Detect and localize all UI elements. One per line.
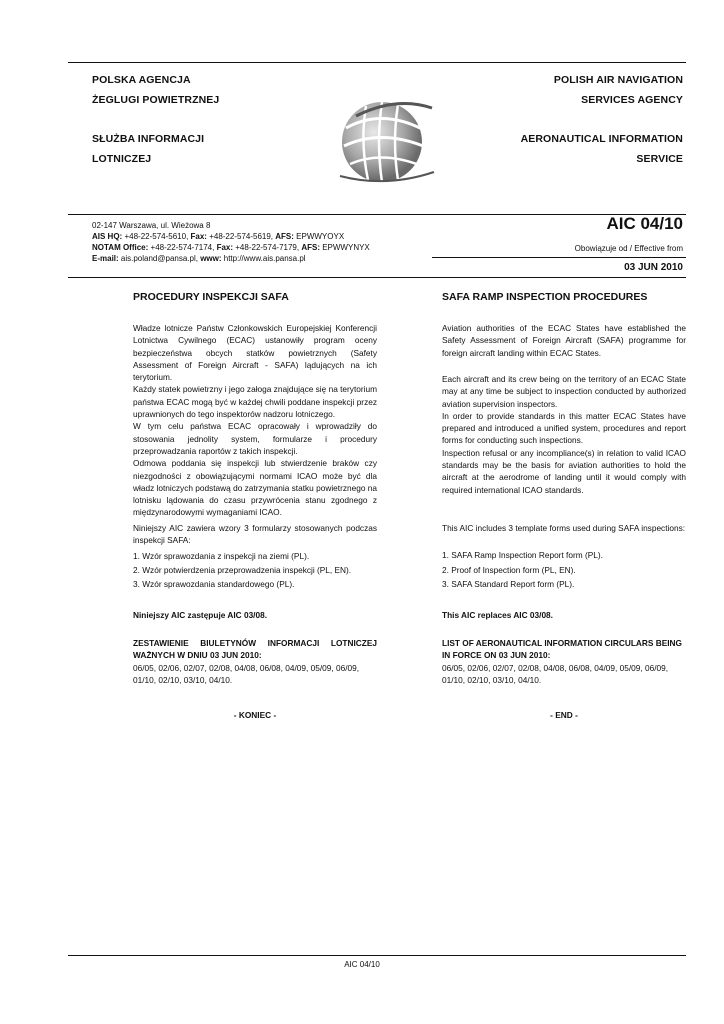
pl-paragraph-3: W tym celu państwa ECAC opracowały i wprowadziły do stosowania jednolity system, formularze i procedury przeprowadzania raportów z takich inspekcji. [133, 421, 377, 456]
address: 02-147 Warszawa, ul. Wieżowa 8 [92, 221, 211, 230]
pl-form-3: 3. Wzór sprawozdania standardowego (PL). [133, 579, 295, 590]
en-list-title: LIST OF AERONAUTICAL INFORMATION CIRCULARS BEING IN FORCE ON 03 JUN 2010: [442, 638, 682, 661]
effective-date: 03 JUN 2010 [624, 262, 683, 273]
en-form-3: 3. SAFA Standard Report form (PL). [442, 578, 575, 589]
service-name-pl-line2: LOTNICZEJ [92, 153, 152, 165]
pl-paragraph-2: Każdy statek powietrzny i jego załoga znajdujące się na terytorium państwa ECAC mogą być w każdej chwili poddane inspekcji przez uprawnionych do tego inspektorów nadzoru lotniczego. [133, 384, 377, 420]
en-end: - END - [550, 710, 578, 720]
fax-label: Fax: [190, 232, 207, 241]
english-column [442, 291, 686, 731]
aic-number: AIC 04/10 [606, 214, 683, 233]
pl-list: 06/05, 02/06, 02/07, 02/08, 04/08, 06/08, 04/09, 05/09, 06/09, 01/10, 02/10, 03/10, 04/10. [133, 662, 360, 685]
agency-name-pl-line2: ŻEGLUGI POWIETRZNEJ [92, 94, 220, 106]
pl-list-block [133, 637, 377, 686]
ais-hq-label: AIS HQ: [92, 232, 123, 241]
service-name-pl [92, 129, 204, 169]
ais-hq-line [92, 231, 370, 242]
agency-name-pl-line1: POLSKA AGENCJA [92, 74, 191, 86]
en-replaces: This AIC replaces AIC 03/08. [442, 610, 553, 620]
en-title: SAFA RAMP INSPECTION PROCEDURES [442, 291, 648, 303]
effective-rule [432, 257, 686, 258]
service-name-en [521, 129, 683, 169]
top-rule [68, 62, 686, 63]
www-label: www: [200, 254, 222, 263]
notam-line [92, 242, 370, 253]
service-name-en-line2: SERVICE [636, 153, 683, 165]
service-name-en-line1: AERONAUTICAL INFORMATION [520, 133, 683, 145]
pl-replaces: Niniejszy AIC zastępuje AIC 03/08. [133, 610, 268, 620]
en-list: 06/05, 02/06, 02/07, 02/08, 04/08, 06/08, 04/09, 05/09, 06/09, 01/10, 02/10, 03/10, 04/10. [442, 662, 669, 685]
notam-afs-label: AFS: [301, 243, 320, 252]
en-paragraph-1: Aviation authorities of the ECAC States have established the Safety Assessment of Foreign Aircraft (SAFA) programme for foreign aircraft landing within ECAC States. [442, 323, 686, 358]
en-list-block [442, 637, 686, 686]
en-paragraph-5: This AIC includes 3 template forms used during SAFA inspections: [442, 523, 686, 533]
website-link[interactable]: http://www.ais.pansa.pl [221, 254, 306, 263]
footer-rule [68, 955, 686, 956]
notam-afs: EPWWYNYX [319, 243, 370, 252]
pl-paragraph-4: Odmowa poddania się inspekcji lub stwierdzenie braków czy niezgodności z obowiązującymi normami ICAO może być dla władz lotniczych podstawą do zatrzymania statku powietrznego na lotnisku lądowania do czasu przywrócenia stanu zgodnego z międzynarodowymi wymaganiami ICAO. [133, 458, 377, 518]
en-form-1: 1. SAFA Ramp Inspection Report form (PL). [442, 550, 603, 561]
agency-name-en-line1: POLISH AIR NAVIGATION [553, 74, 683, 86]
agency-name-en-line2: SERVICES AGENCY [581, 94, 683, 106]
pl-form-2: 2. Wzór potwierdzenia przeprowadzenia inspekcji (PL, EN). [133, 564, 352, 575]
pl-paragraph-1: Władze lotnicze Państw Członkowskich Europejskiej Konferencji Lotnictwa Cywilnego (ECAC) ustanowiły program oceny bezpieczeństwa obcych statków powietrznych (Safety Assessment of Foreign Aircraft - SAFA) lądujących na ich terytorium. [133, 323, 377, 383]
en-paragraph-3: In order to provide standards in this matter ECAC States have prepared and introduced a unified system, procedures and report forms for conducting such inspections. [442, 410, 686, 446]
email-line [92, 253, 370, 264]
notam-label: NOTAM Office: [92, 243, 149, 252]
notam-phone: +48-22-574-7174, [148, 243, 217, 252]
service-name-pl-line1: SŁUŻBA INFORMACJI [92, 133, 205, 145]
pl-end: - KONIEC - [233, 710, 277, 720]
en-body [442, 373, 686, 496]
pl-title: PROCEDURY INSPEKCJI SAFA [133, 291, 289, 303]
pl-forms [133, 522, 377, 590]
notam-fax: +48-22-574-7179, [233, 243, 302, 252]
effective-label: Obowiązuje od / Effective from [574, 244, 683, 253]
pl-list-title: ZESTAWIENIE BIULETYNÓW INFORMACJI LOTNICZEJ WAŻNYCH W DNIU 03 JUN 2010: [133, 638, 377, 661]
agency-name-en [554, 70, 683, 110]
pl-form-1: 1. Wzór sprawozdania z inspekcji na ziemi (PL). [133, 550, 310, 561]
en-paragraph-2: Each aircraft and its crew being on the territory of an ECAC State may at any time be subject to inspection conducted by authorized aviation supervision inspectors. [442, 374, 686, 409]
en-forms [442, 522, 686, 590]
afs-label: AFS: [275, 232, 294, 241]
pl-paragraph-5: Niniejszy AIC zawiera wzory 3 formularzy stosowanych podczas inspekcji SAFA: [133, 523, 377, 546]
agency-name-pl [92, 70, 219, 110]
ais-hq-phone: +48-22-574-5610, [122, 232, 191, 241]
content-rule [68, 277, 686, 278]
polish-column [133, 291, 377, 731]
pl-intro [133, 322, 377, 519]
en-form-2: 2. Proof of Inspection form (PL, EN). [442, 564, 576, 575]
email-label: E-mail: [92, 254, 119, 263]
pansa-logo-icon [336, 88, 436, 192]
email-link[interactable]: ais.poland@pansa.pl, [118, 254, 201, 263]
ais-hq-afs: EPWWYOYX [293, 232, 345, 241]
notam-fax-label: Fax: [216, 243, 234, 252]
contact-block [92, 220, 370, 264]
footer-page-id: AIC 04/10 [344, 960, 380, 969]
ais-hq-fax: +48-22-574-5619, [206, 232, 276, 241]
en-intro [442, 322, 686, 359]
en-paragraph-4: Inspection refusal or any incompliance(s) in relation to valid ICAO standards may be the basis for aviation authorities to hold the aircraft at the aerodrome of landing until it would comply with required international ICAO standards. [442, 447, 686, 495]
header-rule [68, 214, 686, 215]
